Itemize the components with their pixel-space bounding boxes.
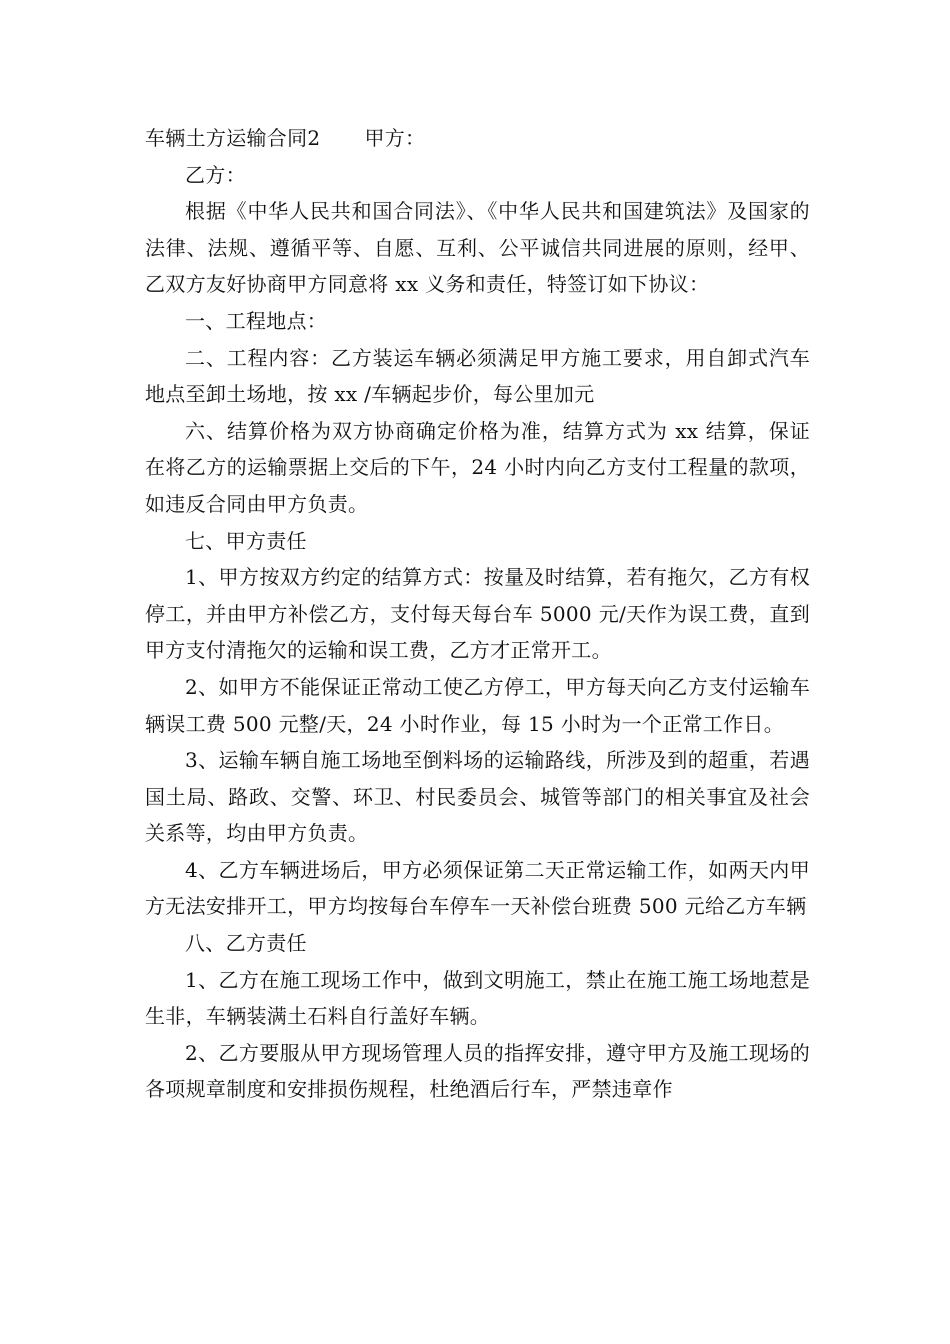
section-heading: 七、甲方责任 — [185, 528, 307, 553]
clause-paragraph: 1、甲方按双方约定的结算方式：按量及时结算，若有拖欠，乙方有权停工，并由甲方补偿乙方，支付每天每台车 5000 元/天作为误工费，直到甲方支付清拖欠的运输和误工费，乙方才正常开工。 — [145, 565, 810, 663]
section-heading: 一、工程地点： — [185, 308, 328, 333]
clause-paragraph: 3、运输车辆自施工场地至倒料场的运输路线，所涉及到的超重，若遇国土局、路政、交警、环卫、村民委员会、城管等部门的相关事宜及社会关系等，均由甲方负责。 — [145, 748, 810, 846]
clause-paragraph: 二、工程内容：乙方装运车辆必须满足甲方施工要求，用自卸式汽车地点至卸土场地，按 xx /车辆起步价，每公里加元 — [145, 345, 810, 407]
clause-paragraph: 4、乙方车辆进场后，甲方必须保证第二天正常运输工作，如两天内甲方无法安排开工，甲方均按每台车停车一天补偿台班费 500 元给乙方车辆 — [145, 857, 810, 919]
clause-paragraph: 2、乙方要服从甲方现场管理人员的指挥安排，遵守甲方及施工现场的各项规章制度和安排损伤规程，杜绝酒后行车，严禁违章作 — [145, 1040, 810, 1102]
title-line — [145, 120, 810, 157]
clause-paragraph: 六、结算价格为双方协商确定价格为准，结算方式为 xx 结算，保证在将乙方的运输票据上交后的下午，24 小时内向乙方支付工程量的款项，如违反合同由甲方负责。 — [145, 418, 810, 516]
party-a-label: 甲方： — [364, 126, 426, 150]
clause-paragraph: 2、如甲方不能保证正常动工使乙方停工，甲方每天向乙方支付运输车辆误工费 500 元整/天，24 小时作业，每 15 小时为一个正常工作日。 — [145, 674, 810, 736]
clause-paragraph: 1、乙方在施工现场工作中，做到文明施工，禁止在施工施工场地惹是生非，车辆装满土石料自行盖好车辆。 — [145, 967, 810, 1029]
preamble-paragraph: 根据《中华人民共和国合同法》、《中华人民共和国建筑法》及国家的法律、法规、遵循平等、自愿、互利、公平诚信共同进展的原则，经甲、乙双方友好协商甲方同意将 xx 义务和责任，特签订如下协议： — [145, 199, 810, 297]
section-heading: 八、乙方责任 — [185, 931, 307, 956]
document-body — [145, 120, 810, 1108]
party-b-line: 乙方： — [185, 162, 246, 187]
document-title: 车辆土方运输合同2 — [145, 126, 321, 150]
